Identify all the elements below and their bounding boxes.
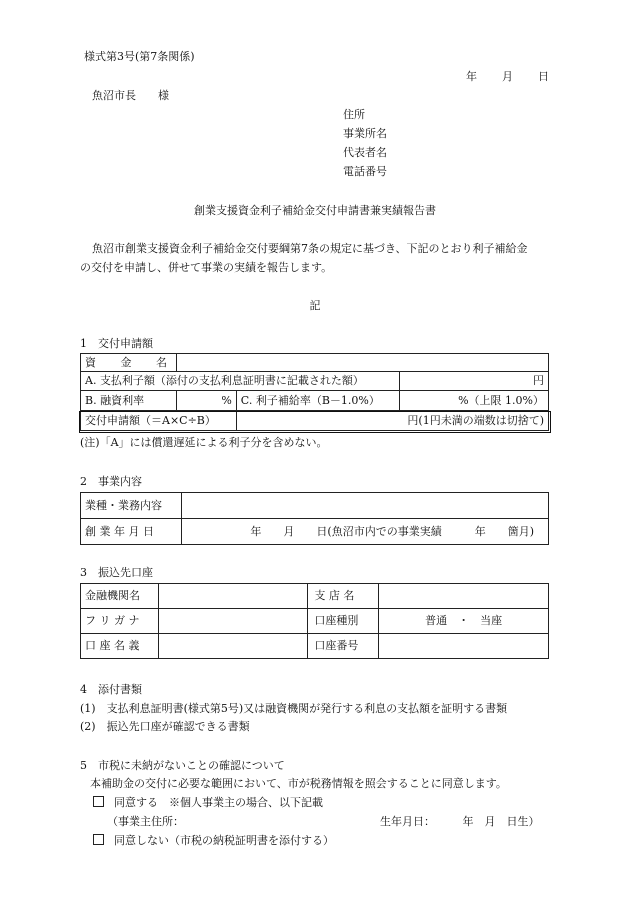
intro-line-2: の交付を申請し、併せて事業の実績を報告します。 <box>80 261 333 274</box>
office-label: 事業所名 <box>343 127 387 140</box>
apply-amount-highlight-box <box>79 411 551 433</box>
fund-name-label: 資 金 名 <box>81 354 177 372</box>
kana-value[interactable] <box>158 609 307 634</box>
business-label: 業種・業務内容 <box>81 493 182 519</box>
intro-line-1: 魚沼市創業支援資金利子補給金交付要綱第7条の規定に基づき、下記のとおり利子補給金 <box>92 242 528 255</box>
account-number-value[interactable] <box>379 634 549 659</box>
form-number: 様式第3号(第7条関係) <box>84 50 195 63</box>
address-label: 住所 <box>343 108 365 121</box>
business-table <box>80 492 549 545</box>
apply-amount-label: 交付申請額（＝A×C÷B） <box>81 411 237 431</box>
attachment-item-2: (2) 振込先口座が確認できる書類 <box>80 720 250 733</box>
section3-title: 3 振込先口座 <box>80 566 153 579</box>
account-type-label: 口座種別 <box>308 609 379 634</box>
date-day: 日 <box>538 70 549 83</box>
branch-label: 支 店 名 <box>308 584 379 609</box>
business-value[interactable] <box>181 493 548 519</box>
account-number-label: 口座番号 <box>308 634 379 659</box>
agree-option[interactable] <box>93 796 323 810</box>
ki-heading: 記 <box>309 299 321 312</box>
founding-value[interactable]: 年 月 日(魚沼市内での事業実績 年 箇月) <box>181 519 548 545</box>
apply-amount-value[interactable]: 円(1円未満の端数は切捨て) <box>236 411 548 431</box>
addressee: 魚沼市長 様 <box>92 89 169 102</box>
agree-label: 同意する ※個人事業主の場合、以下記載 <box>114 796 323 809</box>
attachment-item-1: (1) 支払利息証明書(様式第5号)又は融資機関が発行する利息の支払額を証明する書類 <box>80 702 508 715</box>
founding-label: 創 業 年 月 日 <box>81 519 182 545</box>
disagree-checkbox[interactable] <box>93 834 104 845</box>
bank-account-table <box>80 583 549 659</box>
agree-checkbox[interactable] <box>93 796 104 807</box>
bank-label: 金融機関名 <box>81 584 159 609</box>
section4-title: 4 添付書類 <box>80 683 142 696</box>
interest-paid-value[interactable]: 円 <box>399 372 548 391</box>
kana-label: フ リ ガ ナ <box>81 609 159 634</box>
consent-text: 本補助金の交付に必要な範囲において、市が税務情報を照会することに同意します。 <box>90 777 507 790</box>
subsidy-rate-value[interactable]: %（上限 1.0%） <box>399 391 548 411</box>
subsidy-rate-label: C. 利子補給率（B－1.0%） <box>236 391 399 411</box>
bank-value[interactable] <box>158 584 307 609</box>
holder-value[interactable] <box>158 634 307 659</box>
holder-label: 口 座 名 義 <box>81 634 159 659</box>
document-title: 創業支援資金利子補給金交付申請書兼実績報告書 <box>194 204 436 217</box>
section2-title: 2 事業内容 <box>80 475 142 488</box>
loan-rate-label: B. 融資利率 <box>81 391 177 411</box>
section1-note: (注)「A」には償還遅延による利子分を含めない。 <box>80 436 328 449</box>
date-month: 月 <box>502 70 513 83</box>
owner-address: （事業主住所： <box>107 815 184 828</box>
section5-title: 5 市税に未納がないことの確認について <box>80 759 285 772</box>
branch-value[interactable] <box>379 584 549 609</box>
disagree-option[interactable] <box>93 834 334 848</box>
fund-name-value[interactable] <box>176 354 548 372</box>
interest-paid-label: A. 支払利子額（添付の支払利息証明書に記載された額） <box>81 372 400 391</box>
owner-birth-date: 生年月日： 年 月 日生） <box>380 815 540 828</box>
loan-rate-value[interactable]: % <box>176 391 236 411</box>
section1-title: 1 交付申請額 <box>80 337 153 350</box>
account-type-value[interactable]: 普通 ・ 当座 <box>379 609 549 634</box>
phone-label: 電話番号 <box>343 165 387 178</box>
date-year: 年 <box>466 70 477 83</box>
rep-label: 代表者名 <box>343 146 387 159</box>
disagree-label: 同意しない（市税の納税証明書を添付する） <box>114 834 334 847</box>
